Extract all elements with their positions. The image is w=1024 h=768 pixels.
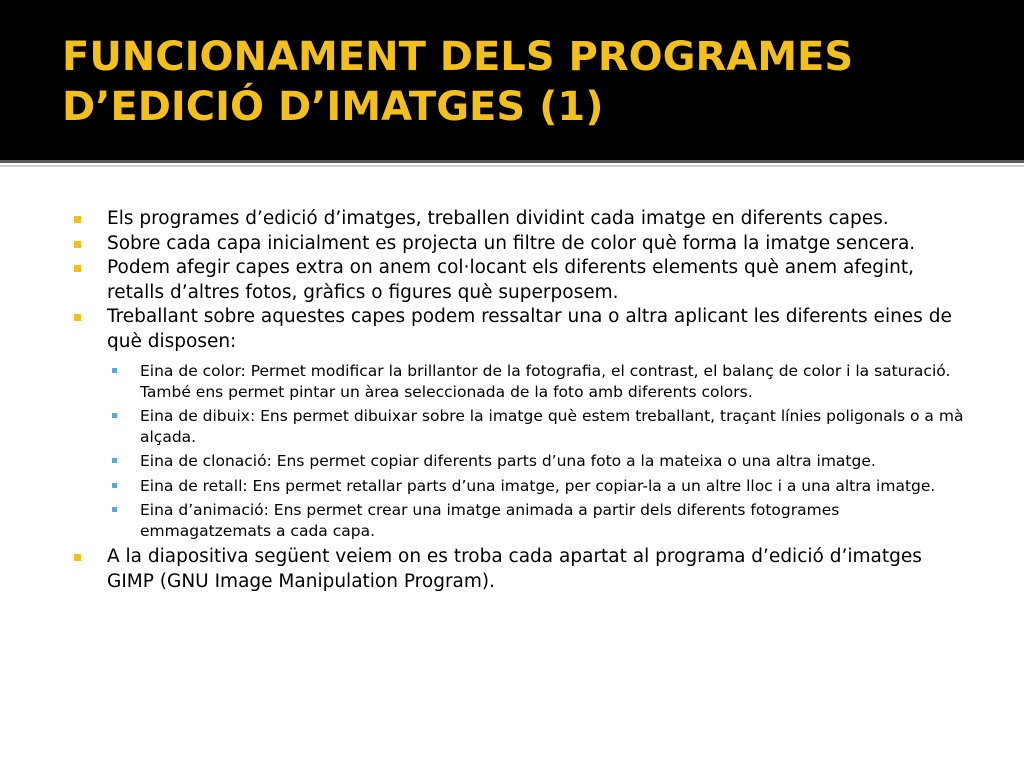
bullet-item bbox=[70, 232, 970, 257]
slide-body bbox=[70, 207, 970, 594]
bullet-list-continued bbox=[70, 545, 970, 594]
bullet-text: Els programes d’edició d’imatges, treballen dividint cada imatge en diferents capes. bbox=[107, 208, 889, 229]
square-bullet-icon bbox=[74, 265, 81, 272]
sub-bullet-item bbox=[70, 476, 970, 497]
bullet-item bbox=[70, 256, 970, 305]
bullet-list bbox=[70, 207, 970, 354]
sub-bullet-text: Eina de color: Permet modificar la brillantor de la fotografia, el contrast, el balanç de color i la saturació. També ens permet pintar un àrea seleccionada de la foto amb diferents colors. bbox=[140, 362, 951, 401]
bullet-item bbox=[70, 207, 970, 232]
bullet-text: Podem afegir capes extra on anem col·locant els diferents elements què anem afegint, retalls d’altres fotos, gràfics o figures què superposem. bbox=[107, 257, 915, 303]
slide-title bbox=[62, 32, 1002, 132]
sub-bullet-item bbox=[70, 451, 970, 472]
sub-bullet-item bbox=[70, 500, 970, 541]
small-square-bullet-icon bbox=[112, 483, 117, 488]
bullet-text: A la diapositiva següent veiem on es troba cada apartat al programa d’edició d’imatges GIMP (GNU Image Manipulation Program). bbox=[107, 546, 922, 592]
sub-bullet-text: Eina de retall: Ens permet retallar parts d’una imatge, per copiar-la a un altre lloc i a una altra imatge. bbox=[140, 476, 936, 495]
small-square-bullet-icon bbox=[112, 507, 117, 512]
square-bullet-icon bbox=[74, 216, 81, 223]
square-bullet-icon bbox=[74, 241, 81, 248]
slide-title-line-1: FUNCIONAMENT DELS PROGRAMES bbox=[62, 34, 854, 80]
bullet-item bbox=[70, 305, 970, 354]
sub-bullet-text: Eina de clonació: Ens permet copiar diferents parts d’una foto a la mateixa o una altra imatge. bbox=[140, 452, 876, 470]
bullet-item bbox=[70, 545, 970, 594]
square-bullet-icon bbox=[74, 314, 81, 321]
bullet-text: Sobre cada capa inicialment es projecta un filtre de color què forma la imatge sencera. bbox=[107, 232, 916, 254]
small-square-bullet-icon bbox=[112, 413, 117, 418]
sub-bullet-item bbox=[70, 406, 970, 447]
sub-bullet-item bbox=[70, 361, 970, 402]
title-divider-light bbox=[0, 165, 1024, 167]
small-square-bullet-icon bbox=[112, 368, 117, 373]
sub-bullet-text: Eina d’animació: Ens permet crear una imatge animada a partir dels diferents fotogrames emmagatzemats a cada capa. bbox=[140, 501, 840, 540]
title-divider bbox=[0, 160, 1024, 163]
slide-title-line-2: D’EDICIÓ D’IMATGES (1) bbox=[62, 84, 604, 130]
sub-bullet-text: Eina de dibuix: Ens permet dibuixar sobre la imatge què estem treballant, traçant línies poligonals o a mà alçada. bbox=[140, 407, 964, 446]
small-square-bullet-icon bbox=[112, 458, 117, 463]
bullet-text: Treballant sobre aquestes capes podem ressaltar una o altra aplicant les diferents eines de què disposen: bbox=[107, 306, 952, 352]
sub-bullet-list bbox=[70, 361, 970, 541]
square-bullet-icon bbox=[74, 554, 81, 561]
